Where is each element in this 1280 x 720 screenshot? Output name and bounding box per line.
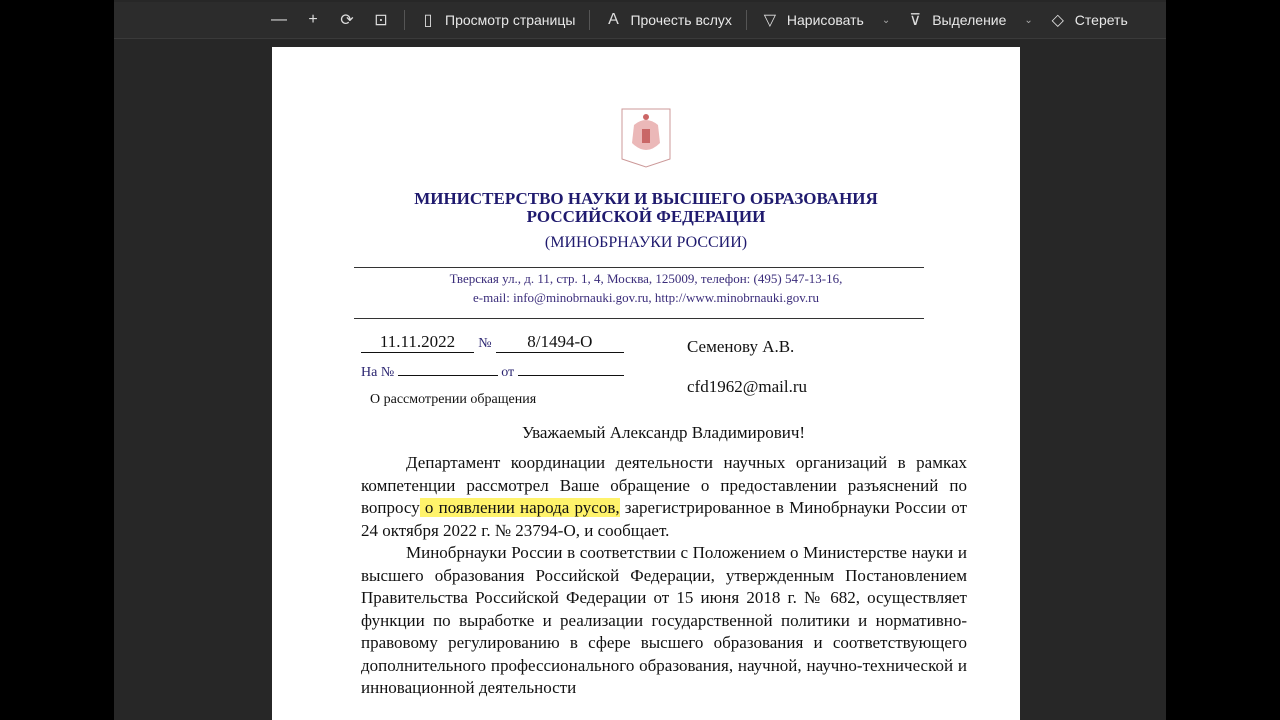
- chevron-down-icon[interactable]: ⌄: [1024, 14, 1033, 26]
- letter-body: [361, 452, 967, 700]
- letter-number: 8/1494-О: [496, 332, 624, 353]
- page-view-button[interactable]: [411, 2, 583, 38]
- draw-label: Нарисовать: [786, 12, 864, 28]
- coat-of-arms-emblem: [620, 107, 672, 169]
- draw-icon: ▽: [763, 12, 777, 29]
- number-label: №: [478, 336, 492, 351]
- document-page: [272, 47, 1020, 720]
- page-view-icon: ▯: [423, 12, 433, 29]
- minus-icon: —: [271, 11, 287, 28]
- draw-button[interactable]: [753, 2, 898, 38]
- paragraph-1-end: зарегистрированное в Минобрнауки России от 24 октября 2022 г. № 23794-О, и сообщает.: [361, 498, 967, 540]
- reference-blank: [398, 362, 498, 376]
- fit-width-icon: ⊡: [374, 12, 388, 29]
- ministry-title-line1: МИНИСТЕРСТВО НАУКИ И ВЫСШЕГО ОБРАЗОВАНИЯ: [414, 189, 878, 208]
- letter-date: 11.11.2022: [361, 332, 474, 353]
- paragraph-1: [361, 452, 967, 542]
- reference-label: На №: [361, 365, 395, 380]
- divider: [589, 10, 590, 30]
- zoom-in-button[interactable]: [296, 2, 330, 38]
- address-line: Тверская ул., д. 11, стр. 1, 4, Москва, 125009, телефон: (495) 547-13-16,: [449, 271, 843, 286]
- ministry-title-line2: РОССИЙСКОЙ ФЕДЕРАЦИИ: [526, 207, 766, 226]
- recipient-name: Семенову А.В.: [687, 337, 795, 356]
- from-label: от: [501, 365, 515, 380]
- plus-icon: +: [308, 11, 318, 28]
- contact-line: e-mail: info@minobrnauki.gov.ru, http://www.minobrnauki.gov.ru: [473, 290, 819, 305]
- from-blank: [518, 362, 624, 376]
- reference-row: [361, 362, 624, 381]
- chevron-down-icon[interactable]: ⌄: [881, 14, 891, 26]
- greeting: Уважаемый Александр Владимирович!: [521, 423, 806, 442]
- letter-subject: О рассмотрении обращения: [370, 392, 537, 407]
- read-aloud-label: Прочесть вслух: [630, 12, 732, 28]
- read-aloud-icon: A: [608, 11, 619, 28]
- divider: [354, 318, 924, 319]
- rotate-button[interactable]: [330, 2, 364, 38]
- highlight-button[interactable]: [898, 2, 1041, 38]
- erase-button[interactable]: [1041, 2, 1136, 38]
- eraser-icon: ◇: [1051, 12, 1064, 29]
- highlighter-icon: ⊽: [909, 12, 922, 29]
- divider: [354, 267, 924, 268]
- recipient-email: cfd1962@mail.ru: [687, 377, 807, 396]
- page-view-label: Просмотр страницы: [445, 12, 576, 28]
- divider: [404, 10, 405, 30]
- toolbar: [114, 2, 1166, 39]
- highlight-label: Выделение: [932, 12, 1007, 28]
- erase-label: Стереть: [1074, 12, 1128, 28]
- paragraph-1-start: Департамент координации деятельности научных организаций в рамках компетенции рассмотрел Ваше обращение о предоставлении разъяснений по вопросу: [361, 453, 967, 517]
- outgoing-number-row: [361, 332, 624, 353]
- ministry-abbreviation: (МИНОБРНАУКИ РОССИИ): [544, 234, 748, 251]
- zoom-out-button[interactable]: [262, 2, 296, 38]
- pdf-viewer: [114, 0, 1166, 720]
- ministry-address: [272, 269, 1020, 307]
- read-aloud-button[interactable]: [596, 2, 739, 38]
- fit-page-button[interactable]: [364, 2, 398, 38]
- highlighted-text[interactable]: о появлении народа русов,: [419, 498, 620, 517]
- divider: [746, 10, 747, 30]
- paragraph-2: Минобрнауки России в соответствии с Положением о Министерстве науки и высшего образования Российской Федерации, утвержденным Постановлением Правительства Российской Федерации от 15 июня 2018 г. № 682, осуществляет функции по выработке и реализации государственной политики и нормативно-правовому регулированию в сфере высшего образования и соответствующего дополнительного профессионального образования, научной, научно-технической и инновационной деятельности: [361, 543, 967, 697]
- rotate-icon: ⟳: [340, 12, 354, 29]
